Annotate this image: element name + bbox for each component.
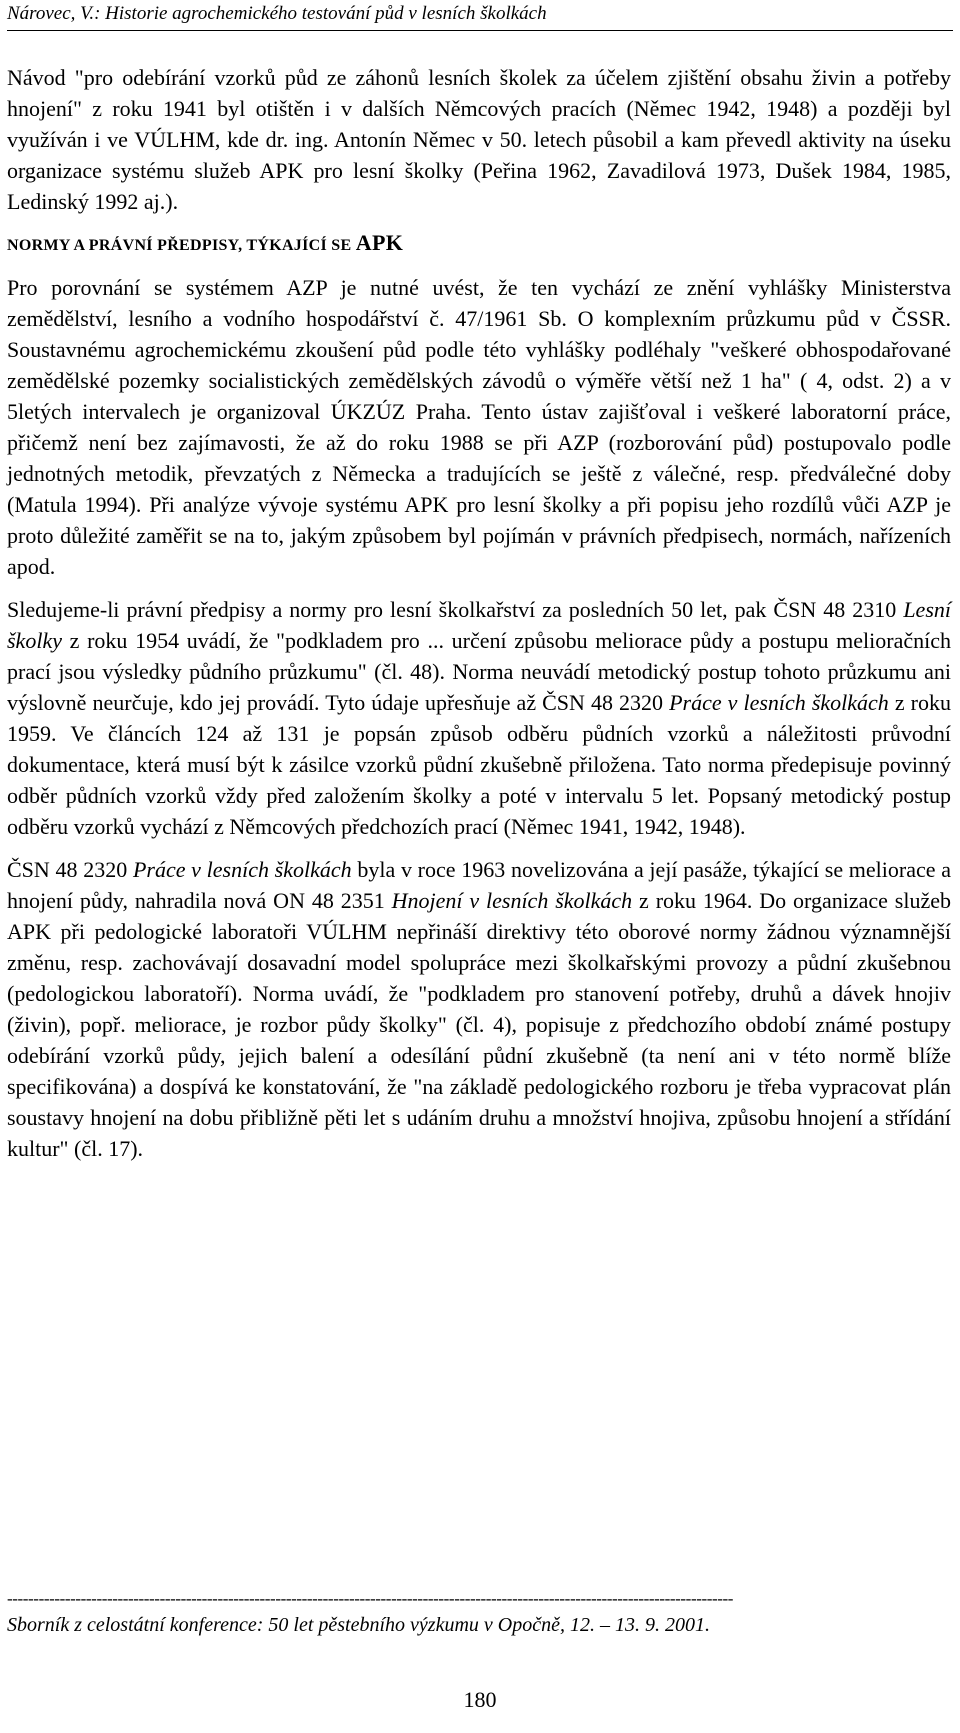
article-body [7, 62, 951, 1176]
footer-dash-rule: ------------------------------------------------------------------------------------------------------------------------------------------ [7, 1590, 734, 1608]
running-header-text: Nárovec, V.: Historie agrochemického testování půd v lesních školkách [7, 3, 547, 24]
paragraph-4 [7, 854, 951, 1164]
paragraph-3-title-2: Práce v lesních školkách [669, 690, 889, 715]
paragraph-4-part-a: ČSN 48 2320 [7, 857, 133, 882]
paragraph-4-title-2: Hnojení v lesních školkách [391, 888, 633, 913]
paragraph-3-part-c: z roku 1959. Ve článcích 124 až 131 je popsán způsob odběru půdních vzorků a náležitosti průvodní dokumentace, která musí být k zásilce vzorků půdní zkušebně přiložena. Tato norma předepisuje povinný odběr půdních vzorků vždy před založením školky a poté v intervalu 5 let. Popsaný metodický postup odběru vzorků vychází z Němcových předchozích prací (Němec 1941, 1942, 1948). [7, 690, 952, 839]
running-header [7, 2, 947, 26]
footer-citation: Sborník z celostátní konference: 50 let pěstebního výzkumu v Opočně, 12. – 13. 9. 2001. [7, 1614, 710, 1636]
page-number: 180 [463, 1687, 497, 1712]
paragraph-4-part-c: z roku 1964. Do organizace služeb APK při pedologické laboratoři VÚLHM nepřináší direktivy této oborové normy žádnou významnější změnu, resp. zachovávají dosavadní model spolupráce mezi školkařskými provozy a půdní zkušebnou (pedologickou laboratoří). Norma uvádí, že "podkladem pro stanovení potřeby, druhů a dávek hnojiv (živin), popř. meliorace, je rozbor půdy školky" (čl. 4), popisuje z předchozího období známé postupy odebírání vzorků půdy, jejich balení a odesílání půdní zkušebně (ta není ani v této normě blíže specifikována) a dospívá ke konstatování, že "na základě pedologického rozboru je třeba vypracovat plán soustavy hnojení na dobu přibližně pěti let s udáním druhu a množství hnojiva, způsobu hnojení a střídání kultur" (čl. 17). [7, 888, 951, 1161]
section-heading-text: NORMY A PRÁVNÍ PŘEDPISY, TÝKAJÍCÍ SE [7, 237, 352, 254]
header-rule [7, 30, 953, 31]
section-heading [7, 227, 951, 261]
section-heading-acronym: APK [355, 230, 404, 255]
paragraph-3 [7, 594, 951, 842]
paragraph-4-title-1: Práce v lesních školkách [132, 857, 352, 882]
paragraph-3-part-a: Sledujeme-li právní předpisy a normy pro lesní školkařství za posledních 50 let, pak ČSN 48 2310 [7, 597, 904, 622]
paragraph-1: Návod "pro odebírání vzorků půd ze záhonů lesních školek za účelem zjištění obsahu živin a potřeby hnojení" z roku 1941 byl otištěn i v dalších Němcových pracích (Němec 1942, 1948) a později byl využíván i ve VÚLHM, kde dr. ing. Antonín Němec v 50. letech působil a kam převedl aktivity na úseku organizace systému služeb APK pro lesní školky (Peřina 1962, Zavadilová 1973, Dušek 1984, 1985, Ledinský 1992 aj.). [7, 65, 951, 214]
paragraph-2: Pro porovnání se systémem AZP je nutné uvést, že ten vychází ze znění vyhlášky Ministerstva zemědělství, lesního a vodního hospodářství č. 47/1961 Sb. O komplexním průzkumu půd v ČSSR. Soustavnému agrochemickému zkoušení půd podle této vyhlášky podléhaly "veškeré obhospodařované zemědělské pozemky socialistických zemědělských závodů o výměře větší než 1 ha" ( 4, odst. 2) a v 5letých intervalech je organizoval ÚKZÚZ Praha. Tento ústav zajišťoval i veškeré laboratorní práce, přičemž není bez zajímavosti, že až do roku 1988 se při AZP (rozborování půd) postupovalo podle jednotných metodik, převzatých z Německa a tradujících se ještě z válečné, resp. předválečné doby (Matula 1994). Při analýze vývoje systému APK pro lesní školky a při popisu jeho rozdílů vůči AZP je proto důležité zaměřit se na to, jakým způsobem byl pojímán v právních předpisech, normách, nařízeních apod. [7, 275, 951, 579]
paragraph-4-part-b: byla v roce 1963 novelizována a její pasáže, týkající se meliorace a hnojení půdy, nahradila nová ON 48 2351 [7, 857, 952, 913]
paragraph-3-title-1: Lesní školky [7, 597, 951, 653]
paragraph-3-part-b: z roku 1954 uvádí, že "podkladem pro ... určení způsobu meliorace půdy a postupu melioračních prací jsou výsledky půdního průzkumu" (čl. 48). Norma neuvádí metodický postup tohoto průzkumu ani výslovně neurčuje, kdo jej provádí. Tyto údaje upřesňuje až ČSN 48 2320 [7, 628, 951, 715]
